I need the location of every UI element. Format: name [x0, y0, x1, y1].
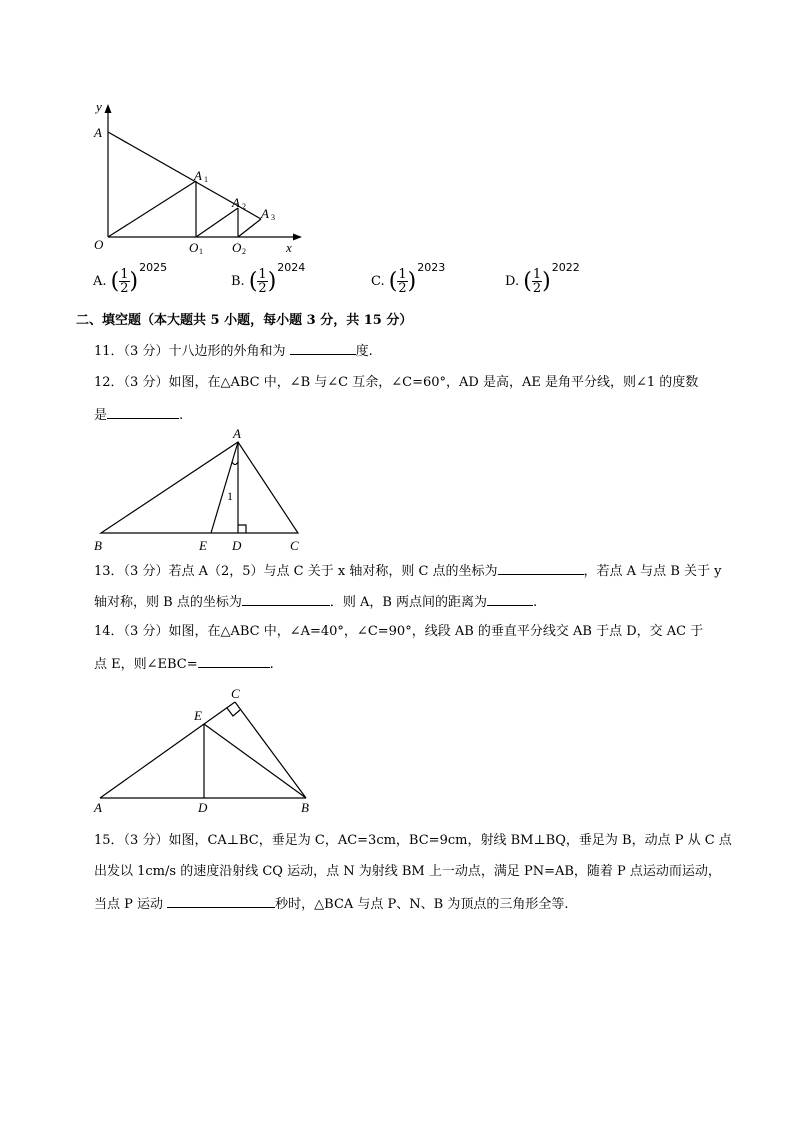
sub-O1: 1	[199, 247, 203, 256]
sub-A2: 2	[242, 202, 246, 211]
question-14-line2: 点 E，则∠EBC= .	[94, 654, 274, 674]
option-D: D. ( $\frac{1}{2}$ )$^{2022}$	[505, 261, 580, 296]
question-12-line2: 是 .	[94, 405, 183, 425]
question-15-line2: 出发以 1cm/s 的速度沿射线 CQ 运动，点 N 为射线 BM 上一动点，满足 PN=AB，随着 P 点运动而运动，	[94, 864, 721, 879]
label-O: O	[94, 237, 104, 252]
y-axis-arrow	[105, 104, 112, 113]
right-angle-mark	[238, 525, 246, 533]
segment-EB	[204, 724, 306, 798]
answer-blank[interactable]	[498, 561, 584, 575]
label-A: A	[233, 426, 241, 441]
question-12-line1: 12．（3 分）如图，在△ABC 中，∠B 与∠C 互余，∠C=60°，AD 是高，AE 是角平分线，则∠1 的度数	[94, 375, 699, 390]
segment-AE	[211, 442, 238, 533]
segment-O1-A2	[196, 208, 238, 237]
figure-triangle-ABC-q12	[88, 424, 313, 558]
label-A3: A	[261, 206, 269, 221]
sub-O2: 2	[242, 247, 246, 256]
answer-blank[interactable]	[107, 405, 179, 419]
label-A: A	[94, 800, 102, 815]
label-C: C	[290, 538, 299, 553]
label-x: x	[286, 240, 292, 255]
question-14-line1: 14．（3 分）如图，在△ABC 中，∠A=40°，∠C=90°，线段 AB 的垂直平分线交 AB 于点 D，交 AC 于	[94, 624, 704, 639]
question-13-line1: 13．（3 分）若点 A（2，5）与点 C 关于 x 轴对称，则 C 点的坐标为 ，若点 A 与点 B 关于 y	[94, 561, 721, 581]
fraction: $\frac{1}{2}$	[532, 267, 542, 296]
fraction: $\frac{1}{2}$	[258, 267, 267, 296]
question-15-line1: 15．（3 分）如图，CA⊥BC，垂足为 C，AC=3cm，BC=9cm，射线 BM⊥BQ，垂足为 B，动点 P 从 C 点	[94, 833, 732, 848]
segment-CB	[235, 702, 306, 798]
fraction: $\frac{1}{2}$	[120, 267, 129, 296]
angle-arc	[232, 462, 238, 465]
segment-O2-A3	[238, 219, 261, 237]
answer-blank[interactable]	[487, 592, 533, 606]
triangle-ABC	[101, 442, 298, 533]
option-B: B. ( $\frac{1}{2}$ )$^{2024}$	[231, 261, 306, 296]
label-D: D	[232, 538, 242, 553]
label-E: E	[199, 538, 207, 553]
question-11: 11．（3 分）十八边形的外角和为 度.	[94, 341, 373, 361]
answer-blank[interactable]	[290, 341, 356, 355]
segment-O-A1	[108, 181, 196, 237]
fraction: $\frac{1}{2}$	[398, 267, 407, 296]
question-15-line3: 当点 P 运动 秒时，△BCA 与点 P、N、B 为顶点的三角形全等.	[94, 894, 569, 914]
answer-blank[interactable]	[242, 592, 330, 606]
label-A1: A	[194, 168, 202, 183]
label-angle-1: 1	[227, 489, 233, 503]
answer-blank[interactable]	[198, 654, 270, 668]
label-B: B	[94, 538, 102, 553]
question-13-line2: 轴对称，则 B 点的坐标为 ．则 A，B 两点间的距离为 .	[94, 592, 537, 612]
label-A: A	[94, 125, 102, 140]
section-heading: 二、填空题（本大题共 5 小题，每小题 3 分，共 15 分）	[76, 313, 413, 328]
sub-A1: 1	[204, 175, 208, 184]
label-O2: O	[232, 240, 242, 255]
label-D: D	[198, 800, 208, 815]
label-A2: A	[232, 195, 240, 210]
figure-coordinate-triangles	[86, 96, 316, 256]
right-angle-mark	[227, 708, 240, 716]
segment-AC	[100, 702, 235, 798]
option-C: C. ( $\frac{1}{2}$ )$^{2023}$	[371, 261, 446, 296]
sub-A3: 3	[271, 213, 275, 222]
label-B: B	[301, 800, 309, 815]
answer-blank[interactable]	[167, 894, 275, 908]
option-A: A. ( $\frac{1}{2}$ )$^{2025}$	[93, 261, 168, 296]
label-C: C	[231, 686, 240, 701]
label-E: E	[194, 708, 202, 723]
figure-triangle-ABC-q14	[88, 684, 328, 820]
label-O1: O	[189, 240, 199, 255]
x-axis-arrow	[293, 234, 302, 241]
label-y: y	[96, 99, 102, 114]
